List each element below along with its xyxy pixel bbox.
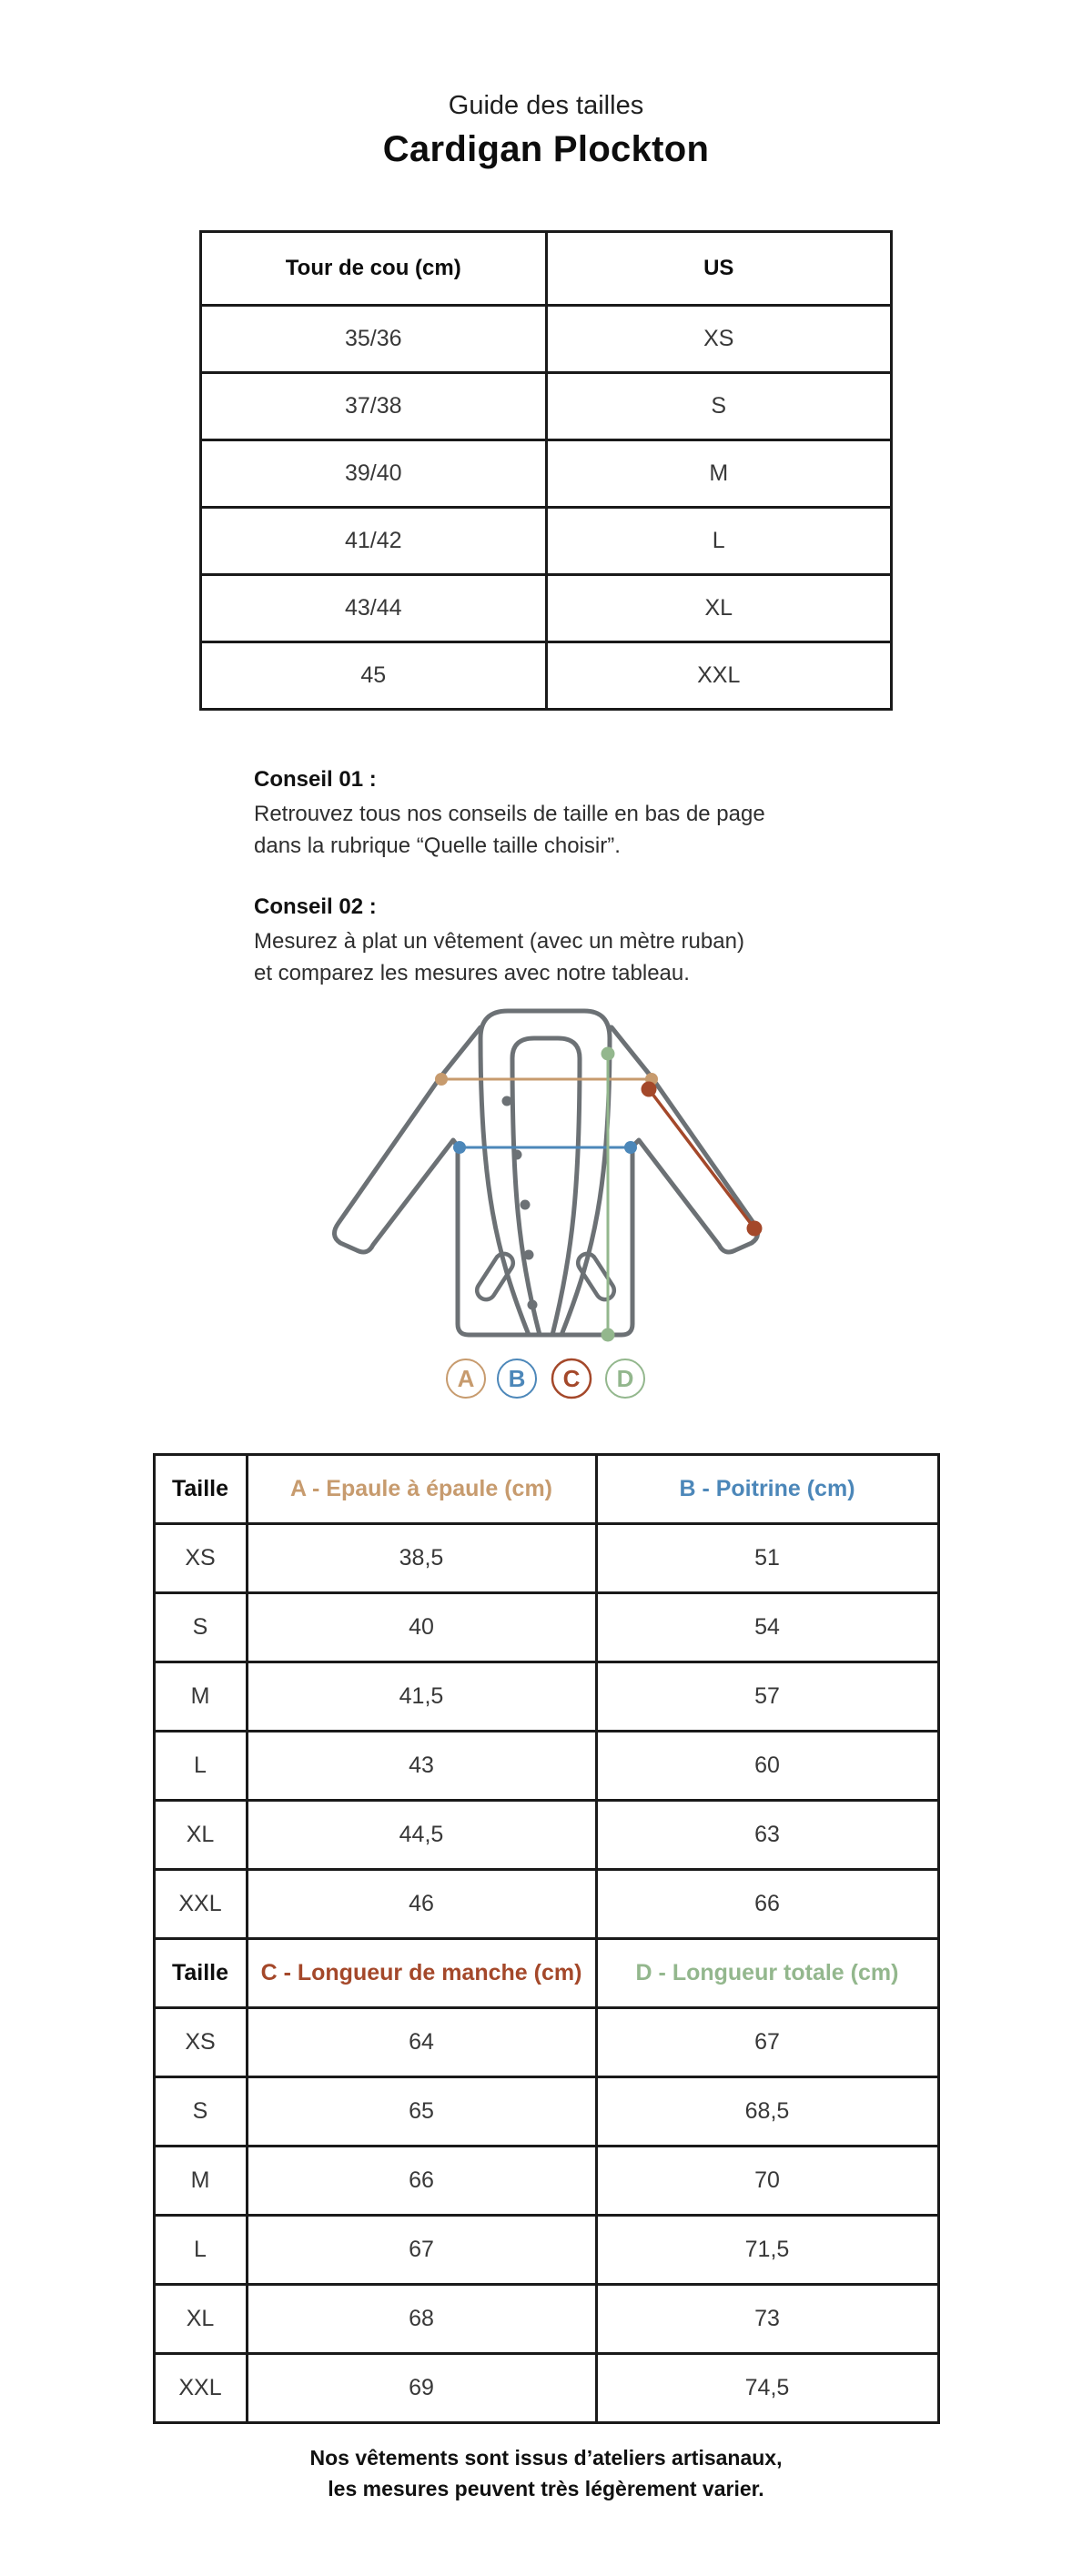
table-row: [201, 508, 892, 575]
measure-a-endpoint: [435, 1073, 448, 1086]
legend-a-badge: [447, 1359, 485, 1398]
neck-header-cell: Tour de cou (cm): [201, 232, 547, 306]
table-row: [154, 2008, 938, 2077]
size-cell: XXL: [154, 1870, 247, 1939]
us-cell: XXL: [546, 642, 892, 710]
legend-b-letter: B: [508, 1365, 526, 1392]
value-cell: 68,5: [596, 2077, 938, 2147]
table-row: [154, 2077, 938, 2147]
table-header-row: [154, 1939, 938, 2008]
neck-cell: 45: [201, 642, 547, 710]
value-cell: 54: [596, 1593, 938, 1662]
neck-cell: 39/40: [201, 440, 547, 508]
table-row: [201, 642, 892, 710]
value-cell: 38,5: [247, 1524, 596, 1593]
tip-2: [254, 894, 827, 989]
value-cell: 67: [247, 2216, 596, 2285]
size-cell: L: [154, 2216, 247, 2285]
value-cell: 66: [596, 1870, 938, 1939]
measure-c-header-cell: C - Longueur de manche (cm): [247, 1939, 596, 2008]
size-cell: XXL: [154, 2354, 247, 2423]
size-cell: S: [154, 1593, 247, 1662]
measure-a-header-cell: A - Epaule à épaule (cm): [247, 1455, 596, 1524]
button-dot: [528, 1300, 538, 1310]
value-cell: 60: [596, 1732, 938, 1801]
measure-c-endpoint: [642, 1082, 657, 1097]
neck-cell: 37/38: [201, 373, 547, 440]
value-cell: 63: [596, 1801, 938, 1870]
tip-1: [254, 767, 827, 862]
tip-1-label: Conseil 01 :: [254, 767, 377, 792]
button-dot: [521, 1200, 531, 1210]
neck-cell: 41/42: [201, 508, 547, 575]
measure-b-endpoint: [624, 1141, 637, 1154]
tip-2-text-line: et comparez les mesures avec notre tableau.: [254, 961, 690, 985]
footer-note-line: les mesures peuvent très légèrement varier.: [328, 2477, 764, 2500]
neck-cell: 43/44: [201, 575, 547, 642]
legend-d-letter: D: [616, 1365, 634, 1392]
table-row: [154, 2354, 938, 2423]
table-row: [154, 1870, 938, 1939]
value-cell: 74,5: [596, 2354, 938, 2423]
page-title: Cardigan Plockton: [382, 129, 710, 169]
size-cell: XS: [154, 1524, 247, 1593]
button-dot: [502, 1096, 512, 1106]
footer-note-line: Nos vêtements sont issus d’ateliers artisanaux,: [309, 2446, 783, 2470]
us-cell: M: [546, 440, 892, 508]
table-row: [154, 1662, 938, 1732]
value-cell: 67: [596, 2008, 938, 2077]
value-cell: 65: [247, 2077, 596, 2147]
table-row: [201, 373, 892, 440]
size-cell: XS: [154, 2008, 247, 2077]
measure-b-header-cell: B - Poitrine (cm): [596, 1455, 938, 1524]
value-cell: 66: [247, 2147, 596, 2216]
size-cell: XL: [154, 2285, 247, 2354]
neck-cell: 35/36: [201, 306, 547, 373]
size-cell: XL: [154, 1801, 247, 1870]
value-cell: 43: [247, 1732, 596, 1801]
us-header-cell: US: [546, 232, 892, 306]
tip-2-text-line: Mesurez à plat un vêtement (avec un mètre ruban): [254, 929, 744, 954]
taille-header-cell: Taille: [154, 1939, 247, 2008]
value-cell: 40: [247, 1593, 596, 1662]
us-cell: L: [546, 508, 892, 575]
us-cell: XS: [546, 306, 892, 373]
size-cell: M: [154, 1662, 247, 1732]
value-cell: 57: [596, 1662, 938, 1732]
taille-header-cell: Taille: [154, 1455, 247, 1524]
size-cell: M: [154, 2147, 247, 2216]
value-cell: 68: [247, 2285, 596, 2354]
value-cell: 44,5: [247, 1801, 596, 1870]
value-cell: 51: [596, 1524, 938, 1593]
button-dot: [512, 1150, 522, 1160]
table-row: [154, 1524, 938, 1593]
size-cell: S: [154, 2077, 247, 2147]
table-row: [154, 2147, 938, 2216]
neck-size-table: [199, 230, 893, 711]
table-row: [154, 2216, 938, 2285]
value-cell: 71,5: [596, 2216, 938, 2285]
value-cell: 73: [596, 2285, 938, 2354]
measure-c-endpoint: [747, 1221, 763, 1237]
legend-d-badge: [606, 1359, 644, 1398]
legend-c-letter: C: [562, 1365, 581, 1392]
table-row: [154, 2285, 938, 2354]
legend-b-badge: [498, 1359, 536, 1398]
tip-1-text-line: dans la rubrique “Quelle taille choisir”.: [254, 833, 621, 858]
page-subtitle: Guide des tailles: [448, 91, 644, 120]
value-cell: 70: [596, 2147, 938, 2216]
table-row: [201, 575, 892, 642]
measure-d-endpoint: [602, 1047, 615, 1061]
measure-b-endpoint: [453, 1141, 466, 1154]
tip-2-label: Conseil 02 :: [254, 894, 377, 919]
value-cell: 46: [247, 1870, 596, 1939]
table-row: [154, 1801, 938, 1870]
measure-d-header-cell: D - Longueur totale (cm): [596, 1939, 938, 2008]
value-cell: 69: [247, 2354, 596, 2423]
measurements-table: [153, 1453, 940, 2424]
table-row: [201, 306, 892, 373]
legend-a-letter: A: [457, 1365, 475, 1392]
us-cell: XL: [546, 575, 892, 642]
size-tips: [254, 767, 827, 989]
measure-d-endpoint: [602, 1328, 615, 1342]
value-cell: 64: [247, 2008, 596, 2077]
table-row: [154, 1593, 938, 1662]
size-cell: L: [154, 1732, 247, 1801]
table-header-row: [201, 232, 892, 306]
button-dot: [524, 1250, 534, 1260]
table-row: [201, 440, 892, 508]
cardigan-measurement-diagram: [300, 998, 792, 1426]
us-cell: S: [546, 373, 892, 440]
table-row: [154, 1732, 938, 1801]
value-cell: 41,5: [247, 1662, 596, 1732]
table-header-row: [154, 1455, 938, 1524]
footer-note: [0, 2442, 1092, 2504]
tip-1-text-line: Retrouvez tous nos conseils de taille en bas de page: [254, 802, 765, 826]
legend-c-badge: [552, 1359, 591, 1398]
